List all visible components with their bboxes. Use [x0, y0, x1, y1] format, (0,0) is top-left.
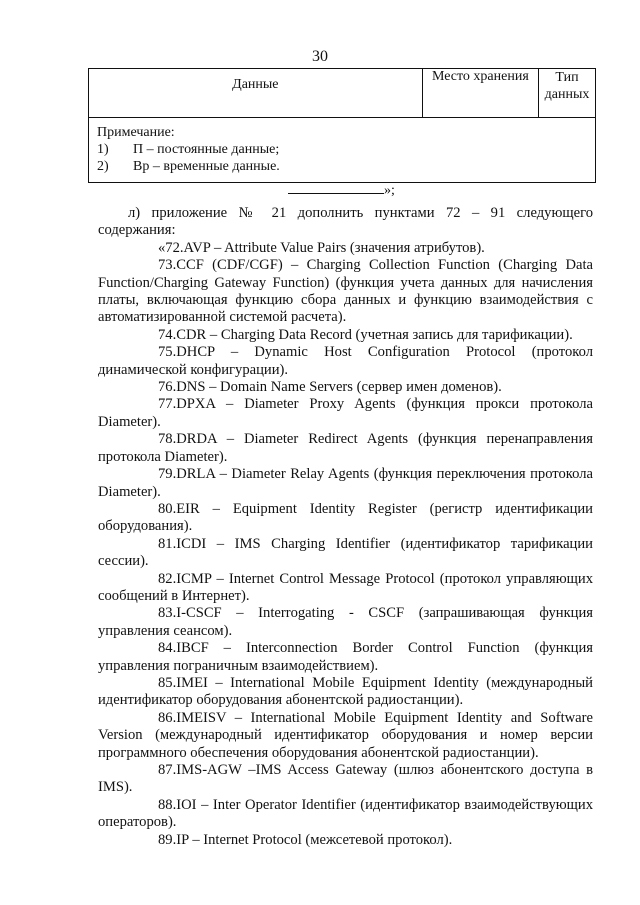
definition-number: 88.: [158, 796, 177, 813]
storage-table: [88, 68, 596, 183]
definition-item: [98, 797, 593, 832]
definition-number: 81.: [158, 535, 177, 552]
definition-item: [98, 431, 593, 466]
definition-number: 76.: [158, 379, 177, 396]
definition-item: [98, 466, 593, 501]
header-data-type-line2: данных: [544, 87, 590, 102]
definition-text: ICDI – IMS Charging Identifier (идентификатор тарификации сессии).: [98, 535, 593, 570]
definition-text: CDR – Charging Data Record (учетная запись для тарификации).: [176, 326, 573, 343]
definition-text: IOI – Inter Operator Identifier (идентификатор взаимодействующих операторов).: [98, 796, 593, 831]
definition-item: [98, 832, 593, 849]
definition-item: [98, 536, 593, 571]
definition-text: I-CSCF – Interrogating - CSCF (запрашивающая функция управления сеансом).: [98, 605, 593, 639]
definition-number: 80.: [158, 500, 177, 517]
definition-text: CCF (CDF/CGF) – Charging Collection Function (Charging Data Function/Charging Gateway Function) (функция учета данных для начисления платы, включающая функцию сбора данных и функцию взаимодействия с автоматизированной системой расчета).: [98, 257, 593, 326]
definition-text: DRLA – Diameter Relay Agents (функция переключения протокола Diameter).: [98, 466, 593, 500]
definition-number: 75.: [158, 344, 177, 361]
header-data: Данные: [89, 69, 423, 118]
definition-item: [98, 379, 593, 396]
definition-number: 78.: [158, 431, 177, 448]
notes-cell: [89, 118, 596, 183]
note-item: [97, 158, 587, 175]
definition-text: DPXA – Diameter Proxy Agents (функция прокси протокола Diameter).: [98, 396, 593, 430]
definition-text: IMEISV – International Mobile Equipment Identity and Software Version (международный идентификатор оборудования и номер версии программного обеспечения оборудования абонентской радиостанции).: [98, 709, 593, 761]
definition-item: [98, 762, 593, 797]
intro-paragraph: л) приложение № 21 дополнить пунктами 72 – 91 следующего содержания:: [98, 205, 593, 239]
definition-item: [98, 640, 593, 675]
definition-text: IBCF – Interconnection Border Control Function (функция управления пограничным взаимодействием).: [98, 640, 593, 674]
definition-text: IMS-AGW –IMS Access Gateway (шлюз абонентского доступа в IMS).: [98, 762, 593, 796]
definition-number: 73.: [158, 257, 177, 274]
header-storage-place: Место хранения: [422, 69, 538, 118]
definition-item: [98, 240, 593, 257]
definition-text: EIR – Equipment Identity Register (регистр идентификации оборудования).: [98, 500, 593, 535]
definition-number: 84.: [158, 640, 177, 657]
definition-number: 74.: [158, 326, 177, 343]
definition-number: 79.: [158, 466, 177, 483]
blank-line: [288, 181, 384, 194]
definition-item: [98, 571, 593, 606]
definition-item: [98, 710, 593, 762]
note-text: П – постоянные данные;: [133, 142, 280, 157]
definition-item: [98, 501, 593, 536]
header-data-type: [539, 69, 596, 118]
definition-item: [98, 344, 593, 379]
definition-text: AVP – Attribute Value Pairs (значения атрибутов).: [183, 239, 485, 256]
definition-text: IMEI – International Mobile Equipment Identity (международный идентификатор оборудования абонентской радиостанции).: [98, 674, 593, 709]
definition-number: 77.: [158, 396, 177, 413]
definition-text: IP – Internet Protocol (межсетевой протокол).: [176, 831, 453, 848]
definition-item: [98, 605, 593, 640]
note-number: 2): [97, 159, 109, 174]
table-header-row: [89, 69, 596, 118]
closing-mark: [288, 181, 395, 199]
definition-item: [98, 396, 593, 431]
note-number: 1): [97, 142, 109, 157]
definition-text: DHCP – Dynamic Host Configuration Protocol (протокол динамической конфигурации).: [98, 344, 593, 378]
table-notes-row: [89, 118, 596, 183]
header-data-type-line1: Тип: [555, 70, 579, 85]
definition-number: 87.: [158, 762, 177, 778]
note-text: Вр – временные данные.: [133, 159, 280, 174]
definition-number: 89.: [158, 831, 177, 848]
definition-item: [98, 327, 593, 344]
definition-text: DRDA – Diameter Redirect Agents (функция перенаправления протокола Diameter).: [98, 431, 593, 465]
definition-number: 83.: [158, 605, 177, 622]
definitions-list: [98, 240, 593, 849]
note-title: Примечание:: [97, 125, 175, 140]
closing-quote: »;: [384, 183, 395, 198]
document-body: [98, 205, 593, 849]
definition-text: ICMP – Internet Control Message Protocol (протокол управляющих сообщений в Интернет).: [98, 570, 593, 604]
definition-number: 82.: [158, 570, 177, 587]
page-number: 30: [312, 48, 328, 65]
note-item: [97, 141, 587, 158]
definition-item: [98, 257, 593, 327]
definition-number: 86.: [158, 709, 177, 726]
definition-text: DNS – Domain Name Servers (сервер имен доменов).: [176, 379, 502, 396]
definition-item: [98, 675, 593, 710]
definition-number: 85.: [158, 674, 177, 691]
definition-number: «72.: [158, 239, 184, 256]
